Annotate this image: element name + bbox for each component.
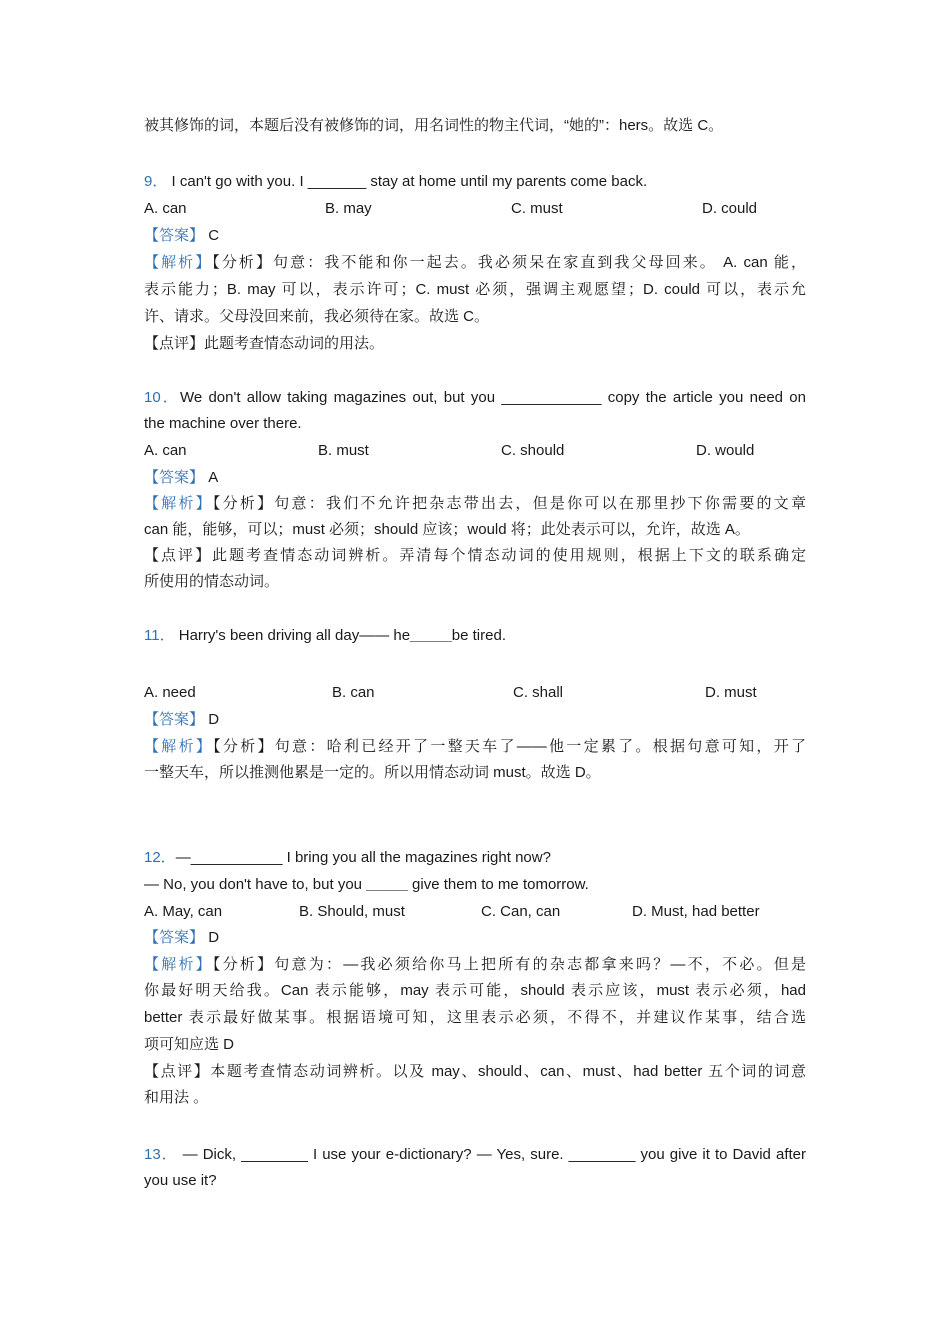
question-text: the machine over there. xyxy=(144,415,302,432)
analysis-line xyxy=(144,493,806,515)
question-text: — Dick, ________ I use your e-dictionary? — Yes, sure. ________ you give it to David after xyxy=(177,1146,807,1163)
answer-blank: _____ xyxy=(410,627,452,644)
comment-line xyxy=(144,333,806,355)
answer-value: D xyxy=(208,929,220,946)
answer-label: 【答案】 xyxy=(144,469,205,486)
comment-label: 【点评】 xyxy=(144,1063,211,1080)
intro-text: 被其修饰的词，本题后没有被修饰的词，用名词性的物主代词，“她的”：hers。故选 C。 xyxy=(144,117,724,134)
question-10-stem xyxy=(144,387,806,409)
answer-line xyxy=(144,467,806,489)
question-text: you use it? xyxy=(144,1172,217,1189)
analysis-text: 【分析】句意：我们不允许把杂志带出去，但是你可以在那里抄下你需要的文章 xyxy=(212,495,806,512)
answer-line xyxy=(144,225,806,247)
analysis-text: better 表示最好做某事。根据语境可知，这里表示必须，不得不，并建议作某事，结合选 xyxy=(144,1009,806,1026)
comment-text: 此题考查情态动词辨析。弄清每个情态动词的使用规则，根据上下文的联系确定 xyxy=(212,547,806,564)
option-d: D. could xyxy=(702,200,758,217)
option-c: C. shall xyxy=(513,684,564,701)
question-number: 10． xyxy=(144,389,180,406)
option-c: C. must xyxy=(511,200,563,217)
comment-text: 所使用的情态动词。 xyxy=(144,573,280,590)
answer-line xyxy=(144,927,806,949)
option-c: C. should xyxy=(501,442,565,459)
analysis-label: 【解析】 xyxy=(144,738,214,755)
question-text: Harry's been driving all day—— he xyxy=(178,627,411,644)
option-c: C. Can, can xyxy=(481,903,561,920)
analysis-text: 一整天车，所以推测他累是一定的。所以用情态动词 must。故选 D。 xyxy=(144,764,601,781)
analysis-text: 你最好明天给我。Can 表示能够，may 表示可能，should 表示应该，must 表示必须，had xyxy=(144,982,806,999)
option-d: D. would xyxy=(696,442,755,459)
analysis-line xyxy=(144,252,806,274)
option-b: B. must xyxy=(318,442,369,459)
comment-text: 和用法 。 xyxy=(144,1089,209,1106)
option-a: A. need xyxy=(144,684,196,701)
option-d: D. Must, had better xyxy=(632,903,760,920)
question-number: 13． xyxy=(144,1146,178,1163)
analysis-text: 【分析】句意：我不能和你一起去。我必须呆在家直到我父母回来。 A. can 能， xyxy=(212,254,806,271)
comment-line xyxy=(144,545,806,567)
analysis-label: 【解析】 xyxy=(144,254,213,271)
answer-label: 【答案】 xyxy=(144,929,205,946)
option-b: B. Should, must xyxy=(299,903,405,920)
analysis-label: 【解析】 xyxy=(144,495,213,512)
question-12-stem xyxy=(144,847,806,869)
question-number: 11． xyxy=(144,627,175,644)
answer-blank: _____ xyxy=(366,876,408,893)
analysis-text: 项可知应选 D xyxy=(144,1036,235,1053)
analysis-line xyxy=(144,736,806,758)
analysis-text: 许、请求。父母没回来前，我必须待在家。故选 C。 xyxy=(144,308,490,325)
answer-label: 【答案】 xyxy=(144,711,205,728)
question-text-part: — No, you don't have to, but you xyxy=(144,876,367,893)
analysis-line xyxy=(144,954,806,976)
question-number: 12． xyxy=(144,849,176,866)
comment-label: 【点评】 xyxy=(144,335,205,352)
answer-value: C xyxy=(208,227,220,244)
comment-text: 此题考查情态动词的用法。 xyxy=(204,335,385,352)
question-text: We don't allow taking magazines out, but you ____________ copy the article you need on xyxy=(179,389,806,406)
comment-label: 【点评】 xyxy=(144,547,213,564)
question-text-part: give them to me tomorrow. xyxy=(407,876,589,893)
analysis-text: can 能，能够，可以；must 必须；should 应该；would 将；此处表示可以，允许，故选 A。 xyxy=(144,521,750,538)
question-text: be tired. xyxy=(451,627,506,644)
question-9-stem xyxy=(144,171,806,193)
question-13-stem xyxy=(144,1144,806,1166)
option-b: B. can xyxy=(332,684,375,701)
question-number: 9． xyxy=(144,173,168,190)
answer-value: A xyxy=(208,469,219,486)
answer-line xyxy=(144,709,806,731)
question-text: I can't go with you. I _______ stay at home until my parents come back. xyxy=(171,173,648,190)
question-text xyxy=(144,874,806,896)
question-text: —___________ I bring you all the magazines right now? xyxy=(175,849,551,866)
option-a: A. May, can xyxy=(144,903,223,920)
question-11-stem xyxy=(144,625,806,647)
analysis-text: 表示能力；B. may 可以，表示许可；C. must 必须，强调主观愿望；D. could 可以，表示允 xyxy=(144,281,806,298)
comment-text: 本题考查情态动词辨析。以及 may、should、can、must、had better 五个词的词意 xyxy=(210,1063,806,1080)
analysis-label: 【解析】 xyxy=(144,956,213,973)
answer-value: D xyxy=(208,711,220,728)
comment-line xyxy=(144,1061,806,1083)
analysis-text: 【分析】句意为：—我必须给你马上把所有的杂志都拿来吗？—不，不必。但是 xyxy=(212,956,806,973)
option-a: A. can xyxy=(144,200,187,217)
answer-label: 【答案】 xyxy=(144,227,205,244)
analysis-text: 【分析】句意：哈利已经开了一整天车了——他一定累了。根据句意可知，开了 xyxy=(213,738,806,755)
option-d: D. must xyxy=(705,684,757,701)
option-b: B. may xyxy=(325,200,372,217)
option-a: A. can xyxy=(144,442,187,459)
